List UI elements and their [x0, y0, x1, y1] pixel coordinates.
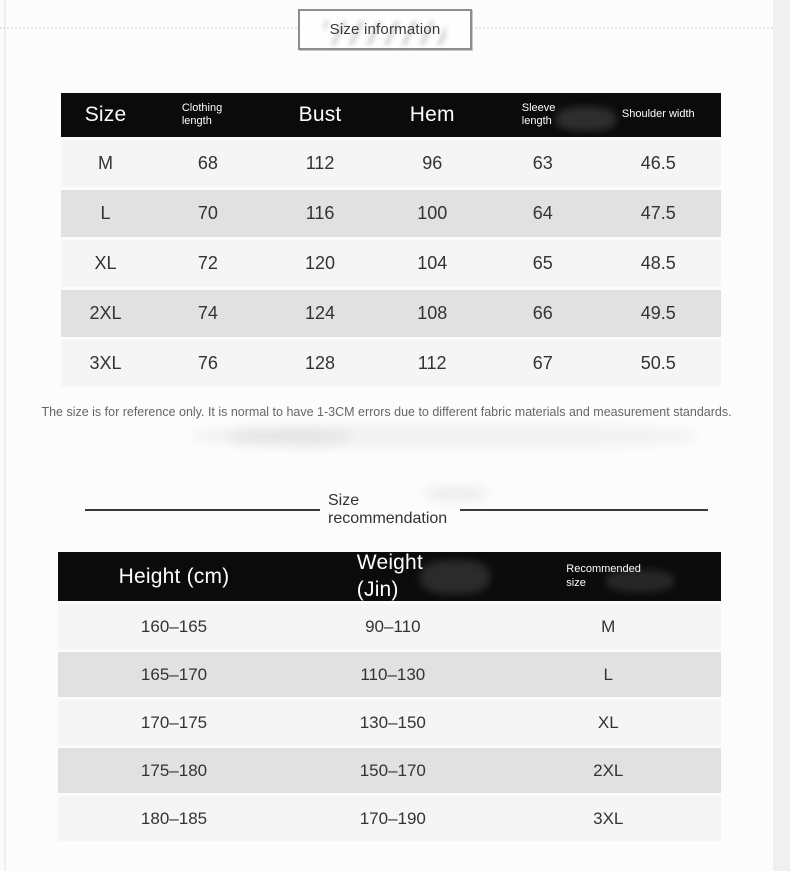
cell-size: 3XL	[89, 353, 122, 373]
watermark-smudge	[195, 424, 695, 448]
column-header-size: Size	[84, 103, 127, 126]
watermark-smudge	[230, 428, 350, 446]
cell-value: 112	[417, 353, 447, 373]
cell-size: 2XL	[89, 303, 122, 323]
size-table-row-m	[61, 140, 721, 187]
cell-value: 66	[532, 303, 553, 323]
cell-value: 104	[417, 253, 448, 273]
cell-size: L	[100, 203, 111, 223]
column-header-sleeve-length: Sleeve length	[521, 101, 556, 127]
column-header-shoulder-width: Shoulder width	[621, 108, 695, 121]
cell-value: 46.5	[640, 153, 676, 173]
cell-weight: 170–190	[359, 808, 426, 828]
cell-value: 120	[305, 253, 336, 273]
recommendation-row	[58, 796, 721, 841]
size-note: The size is for reference only. It is normal to have 1-3CM errors due to different fabric materials and measurement standards.	[41, 405, 732, 419]
cell-value: 63	[532, 153, 553, 173]
cell-height: 175–180	[140, 760, 208, 780]
size-table-header	[61, 93, 721, 137]
cell-value: 72	[197, 253, 218, 273]
cell-height: 165–170	[140, 664, 208, 684]
cell-weight: 150–170	[359, 760, 426, 780]
cell-size: M	[98, 153, 114, 173]
recommendation-row	[58, 652, 721, 697]
cell-value: 47.5	[640, 203, 676, 223]
column-header-bust: Bust	[298, 103, 342, 126]
right-margin-strip	[773, 0, 790, 871]
cell-weight: 90–110	[365, 616, 421, 636]
cell-value: 112	[305, 153, 335, 173]
cell-value: 116	[305, 203, 335, 223]
cell-value: 67	[532, 353, 553, 373]
recommendation-table	[58, 552, 721, 841]
recommendation-heading	[0, 492, 773, 528]
recommendation-table-header	[58, 552, 721, 601]
column-header-height: Height (cm)	[118, 564, 230, 588]
column-header-weight: Weight (Jin)	[356, 551, 423, 601]
cell-height: 160–165	[140, 616, 208, 636]
cell-weight: 110–130	[360, 664, 426, 684]
size-table-row-l	[61, 190, 721, 237]
cell-value: 124	[305, 303, 336, 323]
cell-value: 65	[532, 253, 553, 273]
cell-value: 48.5	[640, 253, 676, 273]
cell-height: 170–175	[140, 712, 208, 732]
cell-height: 180–185	[140, 808, 208, 828]
title-text: Size information	[329, 21, 441, 38]
left-edge-line	[4, 0, 6, 871]
size-table-row-2xl	[61, 290, 721, 337]
cell-value: 76	[197, 353, 218, 373]
recommendation-row	[58, 700, 721, 745]
column-header-hem: Hem	[409, 103, 455, 126]
cell-value: 128	[305, 353, 336, 373]
size-table	[61, 93, 721, 387]
heading-rule-left	[85, 509, 320, 511]
cell-value: 50.5	[640, 353, 676, 373]
cell-size: 2XL	[593, 760, 624, 780]
cell-value: 74	[197, 303, 218, 323]
cell-value: 68	[197, 153, 218, 173]
title-box	[298, 9, 472, 50]
cell-value: 96	[422, 153, 443, 173]
column-header-clothing-length: Clothing length	[181, 101, 223, 127]
column-header-recommended-size: Recommended size	[566, 563, 641, 589]
cell-value: 100	[417, 203, 448, 223]
recommendation-row	[58, 604, 721, 649]
cell-value: 49.5	[640, 303, 676, 323]
cell-weight: 130–150	[359, 712, 426, 732]
cell-size: 3XL	[593, 808, 624, 828]
cell-value: 108	[417, 303, 448, 323]
heading-text: Size recommendation	[328, 492, 448, 527]
cell-size: M	[601, 616, 616, 636]
recommendation-row	[58, 748, 721, 793]
cell-size: XL	[94, 253, 117, 273]
heading-rule-right	[460, 509, 708, 511]
cell-value: 64	[532, 203, 553, 223]
cell-size: L	[603, 664, 613, 684]
size-table-row-xl	[61, 240, 721, 287]
cell-value: 70	[197, 203, 218, 223]
size-table-row-3xl	[61, 340, 721, 387]
cell-size: XL	[597, 712, 619, 732]
